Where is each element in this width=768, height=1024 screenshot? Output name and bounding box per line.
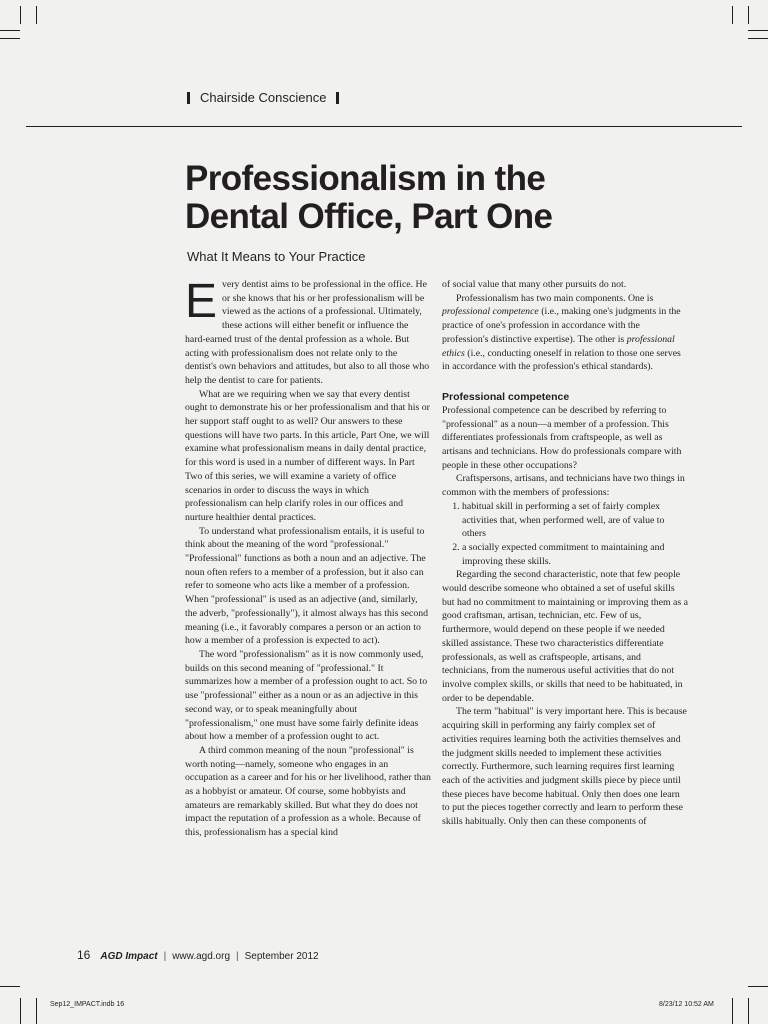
header-bar-right xyxy=(336,92,339,104)
paragraph: Regarding the second characteristic, note that few people would describe someone who obtained a set of useful skills but had no commitment to maintaining or improving them as a good craftsman, artisan, technician, etc. Few of us, furthermore, would depend on these people if we needed skilled assistance. These two characteristics differentiate professionals, as well as craftspeople, artisans, and technicians, from the numerous useful activities that do not involve complex skills, or skills that need to be habituated, in order to be dependable. xyxy=(442,569,688,704)
footer-separator: | xyxy=(163,951,167,962)
drop-cap: E xyxy=(185,275,218,328)
emphasis: professional ethics xyxy=(442,333,675,359)
section-label: Chairside Conscience xyxy=(200,90,327,105)
crop-mark xyxy=(0,38,20,39)
crop-mark xyxy=(748,986,768,987)
paragraph: To understand what professionalism entails, it is useful to think about the meaning of the word "professional." "Professional" functions as both a noun and an adjective. The noun often refers to a member of a profession, but it also can refer to someone who acts like a member of a profession. When "professional" is used as an adjective (and, similarly, the adverb, "professionally"), it almost always has this second meaning (i.e., it favorably compares a person or an action to how a member of a profession is expected to act). xyxy=(185,525,429,647)
paragraph: What are we requiring when we say that every dentist ought to demonstrate his or her professionalism and that his or her support staff ought to as well? Our answers to these questions will have two parts. In this article, Part One, we will examine what professionalism means in daily dental practice, for this word is used in a number of different ways. In Part Two of this series, we will examine a variety of office scenarios in order to discuss the ways in which professionalism can help clarify roles in our offices and nurture healthier dental practices. xyxy=(185,388,430,523)
article-subtitle: What It Means to Your Practice xyxy=(187,249,366,264)
list-item: 1. habitual skill in performing a set of fairly complex activities that, when performed well, are of value to others xyxy=(462,500,688,541)
numbered-list xyxy=(442,500,688,569)
header-rule xyxy=(26,126,742,127)
magazine-name: AGD Impact xyxy=(100,951,158,962)
paragraph: A third common meaning of the noun "professional" is worth noting—namely, someone who engages in an occupation as a career and for his or her livelihood, rather than as a hobbyist or amateur. Of course, some hobbyists and amateurs are remarkably skilled. But what they do does not impact the reputation of a profession as a whole. Because of this, professionalism has a special kind xyxy=(185,744,431,839)
text-run: (i.e., making one's judgments in the practice of one's profession in accordance with the profession's distinctive expertise). The other is xyxy=(442,306,681,345)
crop-mark xyxy=(36,998,37,1024)
crop-mark xyxy=(0,30,20,31)
footer-date: September 2012 xyxy=(244,951,319,962)
crop-mark xyxy=(748,998,749,1024)
paragraph: Professional competence can be described by referring to "professional" as a noun—a member of a profession. This differentiates professionals from craftspeople, as well as artisans and technicians. How do professionals compare with people in these other occupations? xyxy=(442,404,682,471)
crop-mark xyxy=(748,6,749,24)
left-column xyxy=(185,275,431,840)
paragraph-text: very dentist aims to be professional in the office. He or she knows that his or her professionalism will be viewed as the actions of a professional. Ultimately, these actions will either benefit or influence the hard-earned trust of the dental profession as a whole. But acting with professionalism does not relate only to the dentist's own behaviors and attitudes, but also to all those who help the dentist to care for patients. xyxy=(185,279,430,386)
paragraph xyxy=(185,275,431,388)
print-slug-file: Sep12_IMPACT.indb 16 xyxy=(50,1001,125,1008)
header-bar-left xyxy=(187,92,190,104)
subheading: Professional competence xyxy=(442,390,570,403)
crop-mark xyxy=(732,6,733,24)
page-number: 16 xyxy=(77,948,91,962)
paragraph: The word "professionalism" as it is now commonly used, builds on this second meaning of "professional." It summarizes how a member of a profession ought to act. So to use "professional" either as a noun or as an adjective in this second way, or to speak meaningfully about "professionalism," one must have some fairly definite ideas about how a member of a profession ought to act. xyxy=(185,648,428,743)
paragraph xyxy=(442,292,688,374)
crop-mark xyxy=(20,6,21,24)
right-column xyxy=(442,278,688,829)
text-run: (i.e., conducting oneself in relation to those one serves in accordance with the profession's ethical standards). xyxy=(442,347,681,373)
crop-mark xyxy=(732,998,733,1024)
footer-separator: | xyxy=(236,951,239,962)
crop-mark xyxy=(20,998,21,1024)
article-title: Professionalism in the Dental Office, Part One xyxy=(185,159,553,236)
print-slug-timestamp: 8/23/12 10:52 AM xyxy=(659,1001,714,1008)
crop-mark xyxy=(0,986,20,987)
crop-mark xyxy=(748,38,768,39)
emphasis: professional competence xyxy=(442,306,539,318)
text-run: Professionalism has two main components. One is xyxy=(456,292,654,304)
page-footer xyxy=(77,948,319,962)
paragraph: Craftspersons, artisans, and technicians have two things in common with the members of professions: xyxy=(442,473,685,499)
paragraph: The term "habitual" is very important here. This is because acquiring skill in performing any fairly complex set of activities requires learning both the activities themselves and the judgment skills needed to implement these activities correctly. Furthermore, such learning requires first learning each of the activities and judgment skills piece by piece until these pieces have become habitual. Only then does one learn to put the pieces together correctly and learn to perform these skills habitually. Only then can these components of xyxy=(442,706,687,828)
crop-mark xyxy=(36,6,37,24)
list-item: 2. a socially expected commitment to maintaining and improving these skills. xyxy=(462,541,688,568)
crop-mark xyxy=(748,30,768,31)
paragraph: of social value that many other pursuits do not. xyxy=(442,279,627,290)
section-header xyxy=(187,90,339,105)
footer-url[interactable]: www.agd.org xyxy=(172,951,231,962)
